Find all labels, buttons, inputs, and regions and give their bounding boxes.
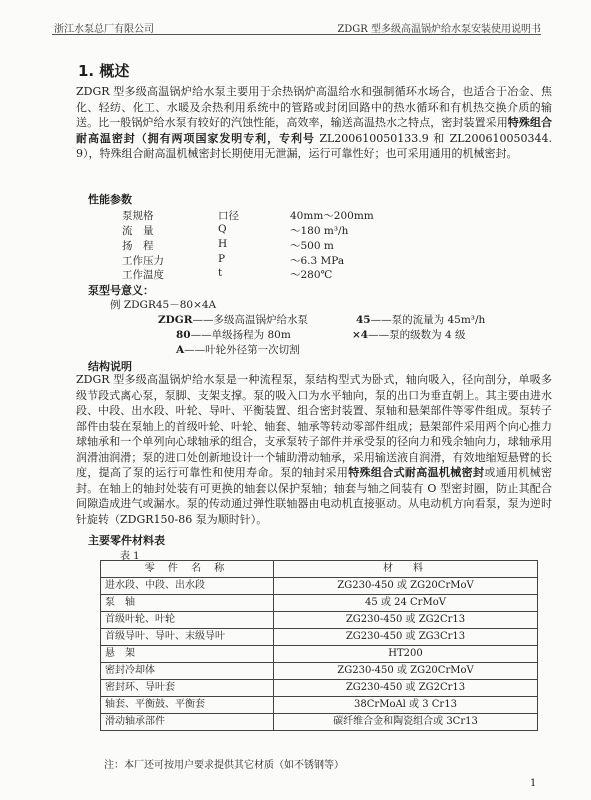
perf-value: 40mm～200mm xyxy=(290,210,374,222)
intro-paragraph xyxy=(76,84,552,162)
intro-text-bold: 特殊组合耐高温密封（拥有两项国家发明专利，专利号 xyxy=(76,116,553,145)
parts-table xyxy=(100,560,538,731)
model-impeller xyxy=(176,342,300,357)
perf-symbol: t xyxy=(218,267,223,279)
part-name: 滑动轴承部件 xyxy=(101,714,274,731)
part-name: 首级叶轮、叶轮 xyxy=(101,612,274,629)
part-name: 首级导叶、导叶、末级导叶 xyxy=(101,629,274,646)
table-row xyxy=(101,595,538,612)
model-stage xyxy=(352,327,465,342)
perf-value: ～500 m xyxy=(290,240,334,252)
model-flow-desc: ——泵的流量为 45m³/h xyxy=(370,314,486,326)
model-impeller-desc: ——叶轮外径第一次切割 xyxy=(184,344,300,356)
table-row xyxy=(101,697,538,714)
part-name: 泵 轴 xyxy=(101,595,274,612)
perf-name: 工作压力 xyxy=(122,255,164,267)
perf-name: 工作温度 xyxy=(122,269,164,281)
perf-value: ～180 m³/h xyxy=(290,225,349,237)
perf-symbol: H xyxy=(218,238,228,250)
header-company: 浙江水泵总厂有限公司 xyxy=(54,24,154,35)
structure-paragraph xyxy=(76,372,552,527)
structure-text-c: 或通用机械密封。在轴上的轴封处装有可更换的轴套以保护泵轴；轴套与轴之间装有 O 型密封圈，防止其配合间隙造成进气或漏水。泵的传动通过弹性联轴器由电动机直接驱动。从电动机方向看泵，泵为逆时针旋转（ZDGR150-86 泵为顺时针）。 xyxy=(76,466,553,526)
table-row xyxy=(101,680,538,697)
intro-text-a: ZDGR 型多级高温锅炉给水泵主要用于余热锅炉高温给水和强制循环水场合，也适合于冶金、焦化、轻纺、化工、水暖及余热利用系统中的管路或封闭回路中的热水循环和有机热交换介质的输送。比一般锅炉给水泵有较好的汽蚀性能，高效率，输送高温热水之特点，密封装置采用 xyxy=(76,85,552,129)
model-flow xyxy=(356,312,485,327)
col-header-part: 零 件 名 称 xyxy=(101,561,274,578)
model-impeller-code: A xyxy=(176,344,185,356)
model-zdgr xyxy=(158,312,308,327)
col-header-material: 材 料 xyxy=(274,561,538,578)
part-material: 38CrMoAl 或 3 Cr13 xyxy=(274,697,538,714)
part-material: ZG230-450 或 ZG2Cr13 xyxy=(274,612,538,629)
table-row xyxy=(101,629,538,646)
table-row xyxy=(101,612,538,629)
part-name: 密封环、导叶套 xyxy=(101,680,274,697)
performance-title: 性能参数 xyxy=(88,193,132,206)
model-example: 例 ZDGR45－80×4A xyxy=(110,299,217,311)
structure-title: 结构说明 xyxy=(88,360,132,373)
part-material: ZG230-450 或 ZG3Cr13 xyxy=(274,629,538,646)
part-name: 进水段、中段、出水段 xyxy=(101,578,274,595)
intro-text-c: ZL200610050133.9 和 ZL200610050344.9），特殊组合耐高温机械密封长期使用无泄漏，运行可靠性好；也可采用通用的机械密封。 xyxy=(76,131,553,160)
part-name: 密封冷却体 xyxy=(101,663,274,680)
model-title: 泵型号意义： xyxy=(88,284,154,297)
model-head xyxy=(176,327,291,342)
structure-text-bold: 特殊组合式耐高温机械密封 xyxy=(348,466,485,479)
perf-symbol: P xyxy=(218,253,226,265)
header-doc-title: ZDGR 型多级高温锅炉给水泵安装使用说明书 xyxy=(337,24,541,35)
header-divider xyxy=(52,34,541,35)
table-caption: 表 1 xyxy=(120,551,140,562)
table-row xyxy=(101,646,538,663)
model-flow-code: 45 xyxy=(356,314,371,326)
table-row xyxy=(101,578,538,595)
model-head-code: 80 xyxy=(176,329,191,341)
perf-symbol: 口径 xyxy=(218,210,239,222)
model-stage-code: ×4 xyxy=(352,329,369,341)
perf-symbol: Q xyxy=(218,223,227,235)
model-zdgr-code: ZDGR xyxy=(158,314,193,326)
perf-name: 流 量 xyxy=(122,225,154,237)
page-number: 1 xyxy=(530,778,537,789)
part-name: 悬 架 xyxy=(101,646,274,663)
part-material: ZG230-450 或 ZG20CrMoV xyxy=(274,663,538,680)
part-name: 轴套、平衡鼓、平衡套 xyxy=(101,697,274,714)
structure-text-a: ZDGR 型多级高温锅炉给水泵是一种流程泵，泵结构型式为卧式，轴向吸入，径向剖分，单吸多级节段式离心泵，泵脚、支架支撑。泵的吸入口为水平轴向，泵的出口为垂直朝上。其主要由进水段、中段、出水段、叶轮、导叶、平衡装置、组合密封装置、泵轴和悬架部件等零件组成。泵转子部件由装在泵轴上的首级叶轮、叶轮、轴套、轴承等转动零部件组成；悬架部件采用两个向心推力球轴承和一个单列向心球轴承的组合，支承泵转子部件并承受泵的径向力和残余轴向力，球轴承用润滑油润滑；泵的进口处创新地设计一个辅助滑动轴承，采用输送液自润滑，有效地缩短悬臂的长度，提高了泵的运行可靠性和使用寿命。泵的轴封采用 xyxy=(76,373,552,479)
model-zdgr-desc: ——多级高温锅炉给水泵 xyxy=(192,314,308,326)
table-row xyxy=(101,663,538,680)
model-stage-desc: ——泵的级数为 4 级 xyxy=(368,329,466,341)
part-material: ZG230-450 或 ZG20CrMoV xyxy=(274,578,538,595)
perf-name: 泵规格 xyxy=(122,210,154,222)
table-header-row xyxy=(101,561,538,578)
table-row xyxy=(101,714,538,731)
part-material: HT200 xyxy=(274,646,538,663)
perf-value: ～280℃ xyxy=(290,269,333,281)
part-material: 碳纤维合金和陶瓷组合或 3Cr13 xyxy=(274,714,538,731)
model-head-desc: ——单级扬程为 80m xyxy=(190,329,291,341)
perf-value: ～6.3 MPa xyxy=(290,255,345,267)
section-title: 1. 概述 xyxy=(78,62,130,80)
table-note: 注：本厂还可按用户要求提供其它材质（如不锈钢等） xyxy=(104,760,344,771)
parts-title: 主要零件材料表 xyxy=(88,534,165,547)
perf-name: 扬 程 xyxy=(122,240,154,252)
part-material: ZG230-450 或 ZG2Cr13 xyxy=(274,680,538,697)
part-material: 45 或 24 CrMoV xyxy=(274,595,538,612)
